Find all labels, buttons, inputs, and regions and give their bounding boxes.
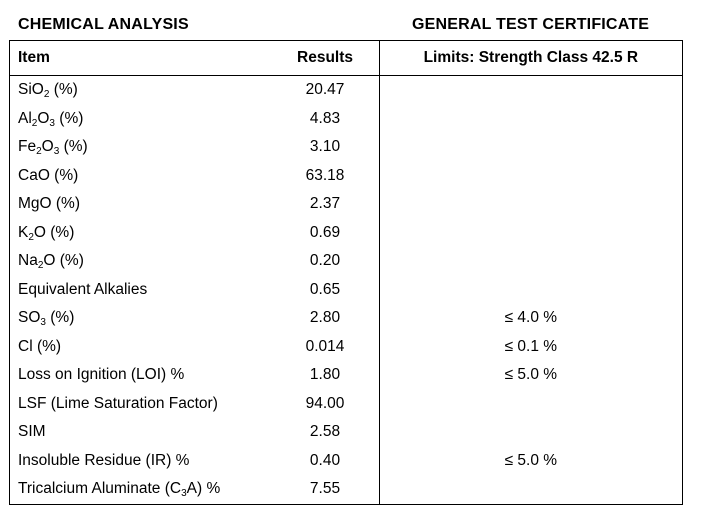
item-cell <box>10 76 272 105</box>
chemical-analysis-table <box>9 40 683 505</box>
item-text: Fe <box>18 138 37 156</box>
result-cell: 94.00 <box>305 394 345 412</box>
table-header <box>10 41 683 76</box>
table-row <box>10 219 683 248</box>
results-column-header: Results <box>271 41 379 76</box>
item-cell <box>10 475 272 504</box>
item-cell <box>10 304 272 333</box>
item-text: A) % <box>186 480 221 498</box>
table-body <box>10 76 683 505</box>
item-text: K <box>18 223 29 241</box>
table-row <box>10 162 683 191</box>
item-text: Equivalent Alkalies <box>18 280 148 298</box>
table-row <box>10 190 683 219</box>
general-test-certificate-heading: GENERAL TEST CERTIFICATE <box>412 16 650 33</box>
table-row <box>10 390 683 419</box>
item-subscript: 2 <box>28 231 34 243</box>
table-row <box>10 133 683 162</box>
limit-cell <box>379 418 682 447</box>
item-subscript: 3 <box>181 488 187 500</box>
table-row <box>10 105 683 134</box>
item-text: (%) <box>59 138 88 156</box>
result-cell: 0.69 <box>309 223 341 241</box>
header-row <box>10 41 683 76</box>
result-cell: 7.55 <box>309 480 341 498</box>
item-cell <box>10 162 272 191</box>
item-text: LSF (Lime Saturation Factor) <box>18 394 218 412</box>
item-text: Loss on Ignition (LOI) % <box>18 366 185 384</box>
item-text: Cl (%) <box>18 337 62 355</box>
item-subscript: 2 <box>31 117 38 129</box>
item-cell <box>10 390 272 419</box>
item-cell <box>10 447 272 476</box>
result-cell: 2.58 <box>309 423 341 441</box>
limit-cell <box>379 190 682 219</box>
item-cell <box>10 190 272 219</box>
item-cell <box>10 276 272 305</box>
result-cell: 20.47 <box>305 81 345 99</box>
result-cell: 0.65 <box>309 280 341 298</box>
item-text: SO <box>18 309 41 327</box>
result-cell: 0.20 <box>309 252 341 270</box>
item-text: (%) <box>54 109 84 127</box>
limit-cell: ≤ 5.0 % <box>379 447 682 476</box>
result-cell: 2.37 <box>309 195 341 213</box>
result-cell: 1.80 <box>309 366 341 384</box>
limit-cell: ≤ 5.0 % <box>379 361 682 390</box>
item-text: CaO (%) <box>18 166 79 184</box>
limit-cell <box>379 133 682 162</box>
item-cell <box>10 361 272 390</box>
limit-cell <box>379 76 682 105</box>
item-cell <box>10 133 272 162</box>
item-text: O (%) <box>43 252 84 270</box>
limit-cell <box>379 276 682 305</box>
item-subscript: 3 <box>40 317 46 329</box>
limit-cell: ≤ 4.0 % <box>379 304 682 333</box>
limit-cell <box>379 162 682 191</box>
item-cell <box>10 418 272 447</box>
table-row <box>10 333 683 362</box>
limit-cell <box>379 475 682 504</box>
table-row <box>10 247 683 276</box>
table-row <box>10 361 683 390</box>
item-text: Na <box>18 252 38 270</box>
item-text: MgO (%) <box>18 195 80 213</box>
table-row <box>10 276 683 305</box>
result-cell: 4.83 <box>309 109 341 127</box>
limits-column-header: Limits: Strength Class 42.5 R <box>379 41 682 76</box>
chemical-analysis-heading: CHEMICAL ANALYSIS <box>18 16 189 33</box>
limit-cell <box>379 105 682 134</box>
item-text: Tricalcium Aluminate (C <box>18 480 182 498</box>
item-text: O <box>41 138 54 156</box>
item-subscript: 2 <box>36 146 42 158</box>
item-subscript: 2 <box>43 89 50 101</box>
result-cell: 2.80 <box>309 309 341 327</box>
item-text: (%) <box>45 309 75 327</box>
item-text: O (%) <box>33 223 75 241</box>
item-text: SIM <box>18 423 46 441</box>
table-row <box>10 447 683 476</box>
limit-cell <box>379 247 682 276</box>
limit-cell <box>379 390 682 419</box>
item-cell <box>10 105 272 134</box>
item-cell <box>10 219 272 248</box>
item-cell <box>10 333 272 362</box>
item-subscript: 3 <box>49 117 55 129</box>
item-text: Insoluble Residue (IR) % <box>18 451 190 469</box>
table-row <box>10 76 683 105</box>
limit-cell <box>379 219 682 248</box>
limit-cell: ≤ 0.1 % <box>379 333 682 362</box>
item-cell <box>10 247 272 276</box>
item-column-header: Item <box>10 41 272 76</box>
table-row <box>10 304 683 333</box>
table-row <box>10 418 683 447</box>
item-text: (%) <box>49 81 78 99</box>
result-cell: 3.10 <box>309 138 341 156</box>
result-cell: 63.18 <box>305 166 345 184</box>
item-subscript: 2 <box>37 260 44 272</box>
result-cell: 0.40 <box>309 451 341 469</box>
result-cell: 0.014 <box>305 337 345 355</box>
item-subscript: 3 <box>53 146 60 158</box>
item-text: O <box>37 109 50 127</box>
item-text: Al <box>18 109 32 127</box>
item-text: SiO <box>18 81 44 99</box>
table-row <box>10 475 683 504</box>
